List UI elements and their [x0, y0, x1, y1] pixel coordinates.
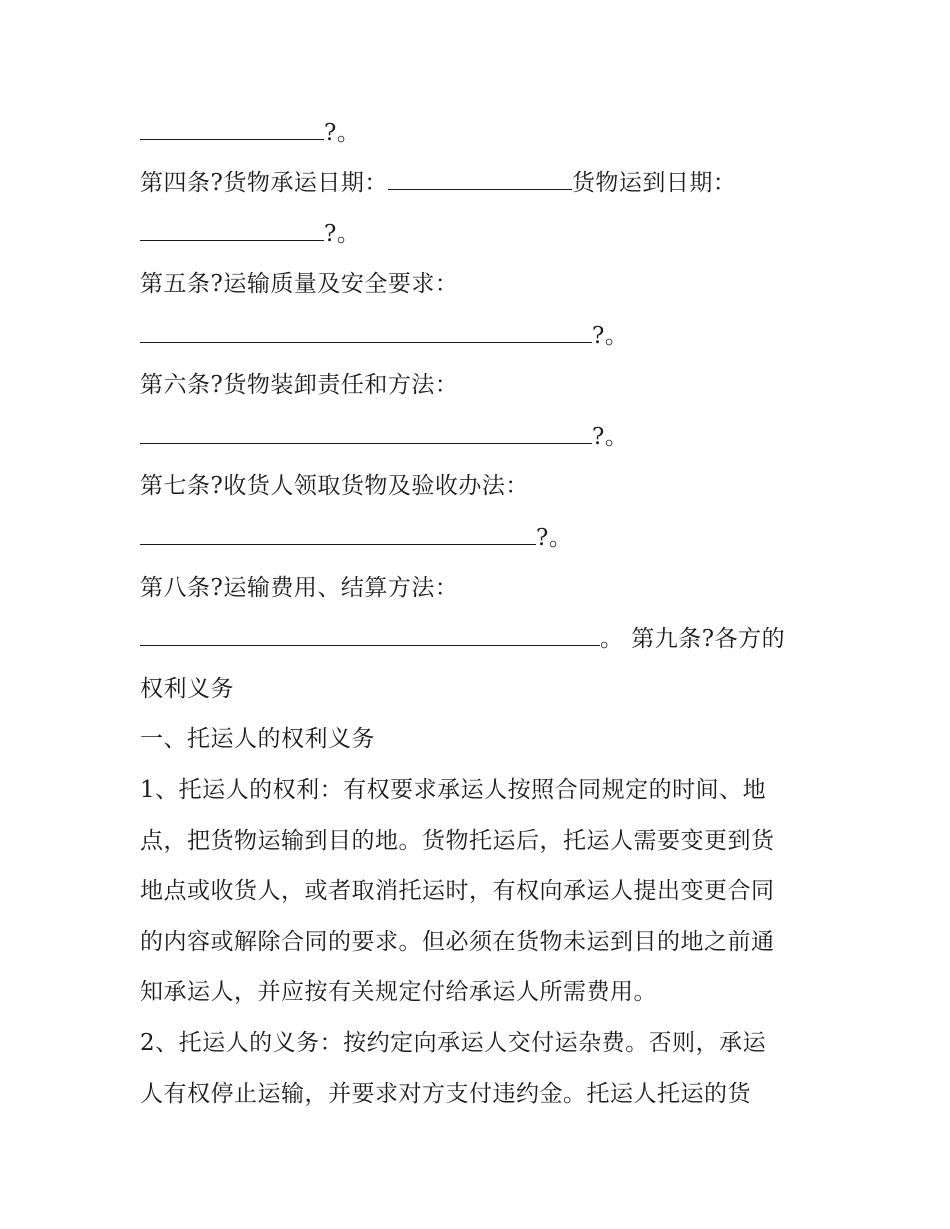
blank-line-article-6: ?。 [140, 421, 628, 452]
blank-line-article-8: 。 第九条?各方的 [140, 623, 785, 654]
blank-line-article-5: ?。 [140, 320, 628, 351]
paragraph-line: 点，把货物运输到目的地。货物托运后，托运人需要变更到货 [140, 828, 775, 854]
blank-line-article-3-end: ?。 [140, 117, 360, 148]
blank-line-article-4-end: ?。 [140, 218, 360, 249]
article-5-heading: 第五条?运输质量及安全要求： [140, 271, 459, 297]
article-8-heading: 第八条?运输费用、结算方法： [140, 575, 459, 601]
article-9-heading-cont: 权利义务 [140, 676, 234, 702]
paragraph-line: 2、托运人的义务：按约定向承运人交付运杂费。否则，承运 [140, 1030, 767, 1056]
fill-blank[interactable] [140, 117, 324, 140]
paragraph-line: 知承运人，并应按有关规定付给承运人所需费用。 [140, 979, 657, 1005]
fill-blank[interactable] [140, 421, 592, 444]
fill-blank[interactable] [388, 167, 572, 190]
fill-blank[interactable] [140, 218, 324, 241]
paragraph-line: 1、托运人的权利：有权要求承运人按照合同规定的时间、地 [140, 777, 767, 803]
blank-line-article-7: ?。 [140, 522, 572, 553]
paragraph-line: 人有权停止运输，并要求对方支付违约金。托运人托运的货 [140, 1081, 751, 1107]
paragraph-line: 的内容或解除合同的要求。但必须在货物未运到目的地之前通 [140, 929, 775, 955]
paragraph-line: 地点或收货人，或者取消托运时，有权向承运人提出变更合同 [140, 878, 775, 904]
section-1-heading: 一、托运人的权利义务 [140, 726, 375, 752]
article-6-heading: 第六条?货物装卸责任和方法： [140, 372, 459, 398]
fill-blank[interactable] [140, 320, 592, 343]
article-7-heading: 第七条?收货人领取货物及验收办法： [140, 473, 529, 499]
fill-blank[interactable] [140, 522, 536, 545]
fill-blank[interactable] [140, 623, 600, 646]
article-4-line: 第四条?货物承运日期： 货物运到日期： [140, 167, 736, 198]
